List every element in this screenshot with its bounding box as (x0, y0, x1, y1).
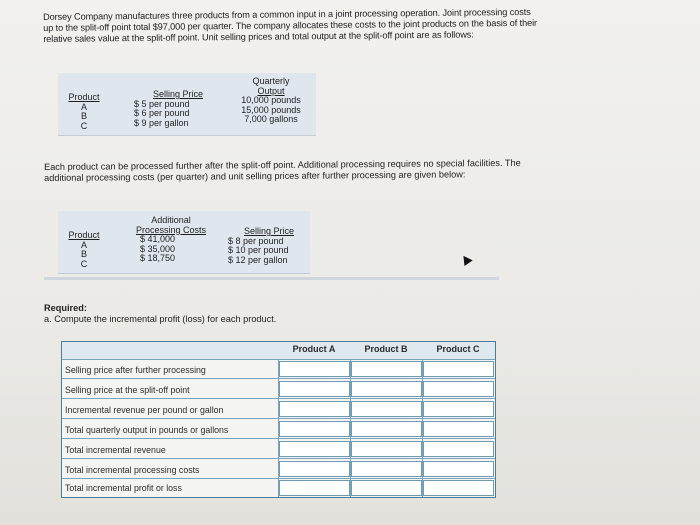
row-label-price-split-off: Selling price at the split-off point (65, 385, 190, 395)
split-off-output-header-1: Quarterly (252, 76, 290, 86)
intro-paragraph: Dorsey Company manufactures three products from a common input in a joint processing operation. Joint processing costs up to the split-off point total $97,000 per quarter. The company allocates these costs to the joint products on the basis of their relative sales value at the split-off point. Unit selling prices and total output at the split-off point are as follows: (43, 6, 538, 45)
required-item-a: a. Compute the incremental profit (loss) for each product. (44, 313, 277, 324)
further-price-c: $ 12 per gallon (228, 254, 288, 265)
further-product-a: A (80, 239, 87, 250)
mouse-cursor-icon (459, 253, 472, 266)
section-divider (44, 277, 499, 280)
input-c-total-incremental-revenue[interactable] (423, 441, 494, 457)
required-title: Required: (44, 303, 87, 313)
input-b-price-split-off[interactable] (351, 381, 422, 397)
further-product-column (62, 231, 106, 269)
input-c-price-after[interactable] (423, 361, 494, 377)
split-off-price-column (134, 90, 222, 128)
further-price-b: $ 10 per pound (228, 245, 289, 256)
further-price-column (228, 227, 310, 265)
input-b-total-incremental-profit[interactable] (351, 480, 422, 496)
input-b-total-processing-costs[interactable] (351, 461, 422, 477)
input-c-total-processing-costs[interactable] (423, 461, 494, 477)
row-label-total-incremental-revenue: Total incremental revenue (65, 445, 166, 455)
row-divider (62, 359, 495, 360)
further-cost-b: $ 35,000 (140, 243, 176, 254)
split-off-output-b: 15,000 pounds (241, 104, 301, 115)
row-divider (62, 398, 495, 399)
row-divider (62, 378, 495, 379)
input-b-quarterly-output[interactable] (351, 421, 422, 437)
input-a-total-processing-costs[interactable] (279, 461, 350, 477)
further-price-header: Selling Price (243, 226, 295, 236)
split-off-output-c: 7,000 gallons (244, 114, 298, 125)
required-section (44, 303, 276, 325)
split-off-output-header-2: Output (257, 85, 285, 96)
input-b-total-incremental-revenue[interactable] (351, 441, 422, 457)
input-a-price-after[interactable] (279, 361, 350, 377)
input-a-price-split-off[interactable] (279, 381, 350, 397)
split-off-output-a: 10,000 pounds (241, 95, 301, 106)
further-cost-header-1: Additional (151, 215, 191, 225)
input-b-price-after[interactable] (351, 361, 422, 377)
row-divider (62, 458, 495, 459)
split-off-table (58, 73, 316, 136)
further-price-a: $ 8 per pound (228, 235, 284, 246)
split-off-product-a: A (80, 101, 87, 112)
row-label-quarterly-output: Total quarterly output in pounds or gallons (65, 425, 229, 435)
input-c-quarterly-output[interactable] (423, 421, 494, 437)
row-divider (62, 438, 495, 439)
row-label-price-after: Selling price after further processing (65, 365, 206, 375)
further-cost-a: $ 41,000 (140, 234, 176, 245)
column-header-product-a: Product A (292, 344, 336, 354)
column-header-product-b: Product B (364, 344, 408, 354)
input-a-total-incremental-profit[interactable] (279, 480, 350, 496)
input-a-total-incremental-revenue[interactable] (279, 441, 350, 457)
input-c-incremental-revenue-unit[interactable] (423, 401, 494, 417)
answer-table-header (62, 342, 495, 359)
further-product-c: C (80, 258, 88, 269)
split-off-price-a: $ 5 per pound (134, 98, 190, 109)
answer-table (61, 341, 496, 498)
column-header-product-c: Product C (436, 344, 480, 354)
further-product-b: B (80, 249, 87, 260)
split-off-product-column (63, 93, 105, 131)
row-label-total-incremental-profit: Total incremental profit or loss (65, 483, 182, 493)
input-a-quarterly-output[interactable] (279, 421, 350, 437)
row-divider (62, 478, 495, 479)
input-c-price-split-off[interactable] (423, 381, 494, 397)
further-cost-header-2: Processing Costs (135, 224, 207, 235)
row-label-total-processing-costs: Total incremental processing costs (65, 465, 200, 475)
split-off-product-b: B (80, 111, 87, 122)
split-off-price-header: Selling Price (152, 89, 204, 99)
further-product-header: Product (68, 230, 100, 240)
further-cost-column (126, 216, 216, 264)
row-divider (62, 418, 495, 419)
split-off-price-b: $ 6 per pound (134, 108, 190, 119)
split-off-product-c: C (80, 120, 88, 131)
split-off-price-c: $ 9 per gallon (134, 117, 189, 128)
input-c-total-incremental-profit[interactable] (423, 480, 494, 496)
further-processing-table (58, 211, 310, 274)
input-a-incremental-revenue-unit[interactable] (279, 401, 350, 417)
further-cost-c: $ 18,750 (140, 253, 176, 264)
split-off-product-header: Product (68, 92, 100, 102)
further-processing-paragraph: Each product can be processed further after the split-off point. Additional processing requires no special facilities. The additional processing costs (per quarter) and unit selling prices after further processing are given below: (44, 157, 521, 184)
split-off-output-column (230, 77, 312, 125)
row-label-incremental-revenue-unit: Incremental revenue per pound or gallon (65, 405, 224, 415)
input-b-incremental-revenue-unit[interactable] (351, 401, 422, 417)
